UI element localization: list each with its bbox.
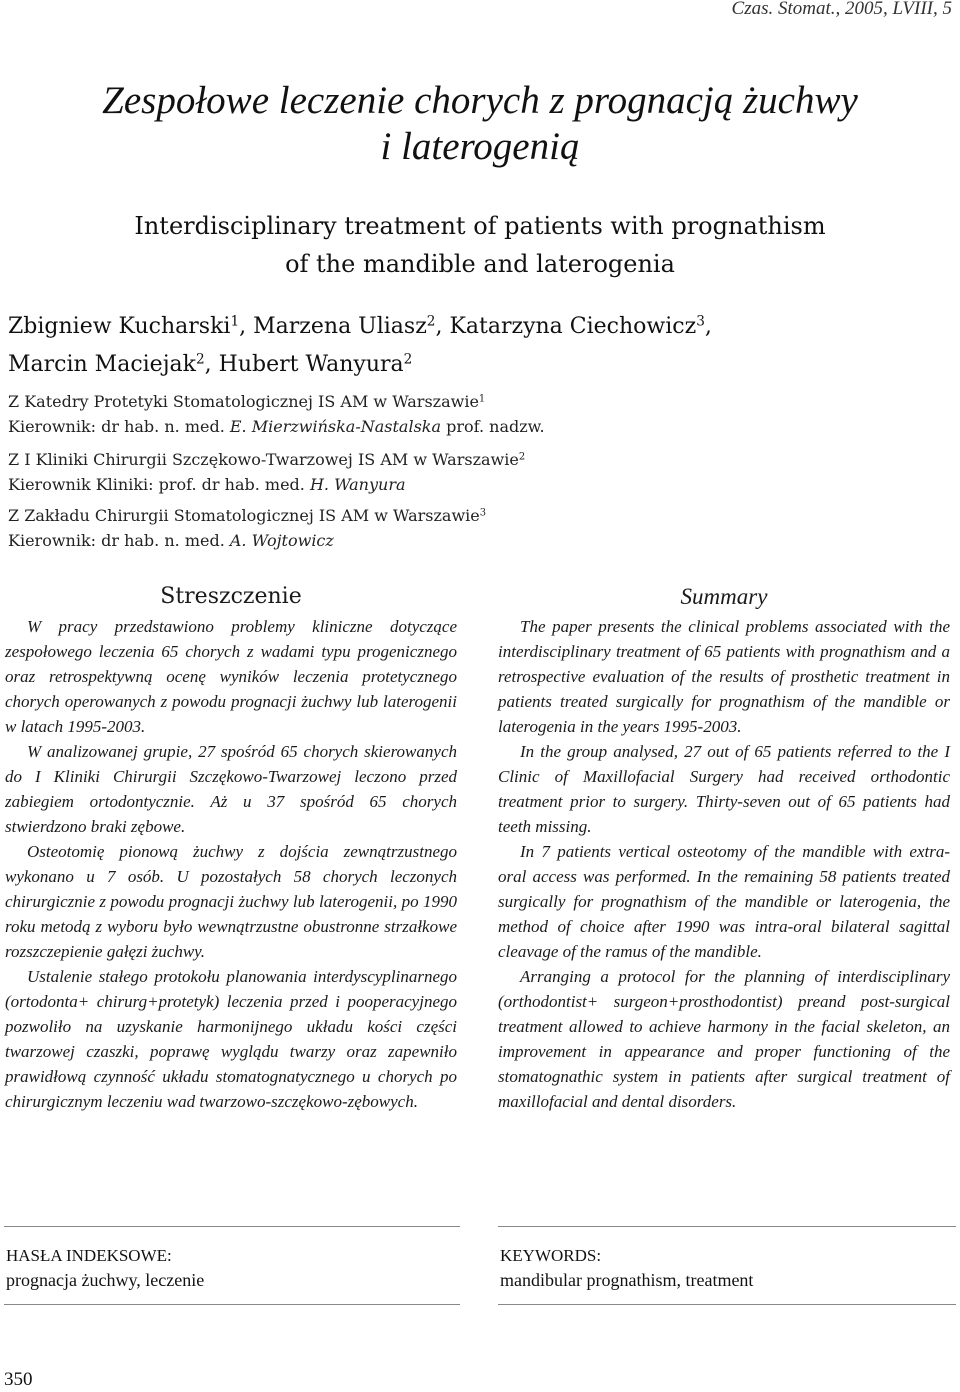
author-affiliation-mark: 2 (403, 351, 413, 368)
author-separator: , (435, 314, 450, 339)
keywords-english (500, 1244, 950, 1292)
author-affiliation-mark: 2 (426, 313, 436, 330)
abstract-english-heading: Summary (680, 584, 768, 609)
affiliation-mark: 1 (478, 393, 486, 405)
author-name: Hubert Wanyura (218, 352, 404, 377)
keywords-label: KEYWORDS: (500, 1246, 602, 1265)
title-english (0, 207, 960, 283)
affiliation-unit: Z I Kliniki Chirurgii Szczękowo-Twarzowej IS AM w Warszawie (8, 450, 519, 469)
author-line (8, 308, 958, 346)
affiliation-head-prefix: Kierownik Kliniki: prof. dr hab. med. (8, 475, 310, 494)
abstract-paragraph: W analizowanej grupie, 27 spośród 65 chorych skierowanych do I Kliniki Chirurgii Szczękowo-Twarzowej leczono przed zabiegiem ortodontycznie. Aż u 37 spośród 65 chorych stwierdzono braki zębowe. (5, 742, 457, 836)
affiliation-mark: 3 (479, 507, 487, 519)
affiliation-head-prefix: Kierownik: dr hab. n. med. (8, 417, 230, 436)
keywords-divider (4, 1304, 460, 1305)
abstract-paragraph: W pracy przedstawiono problemy kliniczne dotyczące zespołowego leczenia 65 chorych z wadami typu progenicznego oraz retrospektywną ocenę wyników leczenia protetycznego chorych operowanych z powodu prognacji żuchwy lub laterogenii w latach 1995-2003. (5, 617, 457, 736)
author-affiliation-mark: 2 (195, 351, 205, 368)
title-english-line: of the mandible and laterogenia (285, 250, 675, 278)
author-name: Katarzyna Ciechowicz (449, 314, 697, 339)
journal-reference: Czas. Stomat., 2005, LVIII, 5 (731, 0, 952, 19)
author-separator: , (239, 314, 254, 339)
keywords-text: prognacja żuchwy, leczenie (6, 1270, 205, 1290)
affiliation-unit: Z Katedry Protetyki Stomatologicznej IS AM w Warszawie (8, 392, 479, 411)
title-polish (0, 78, 960, 170)
affiliation-head-prefix: Kierownik: dr hab. n. med. (8, 531, 230, 550)
affiliation-block (8, 447, 958, 497)
author-separator: , (204, 352, 219, 377)
affiliation-mark: 2 (518, 451, 526, 463)
abstract-paragraph: Ustalenie stałego protokołu planowania interdyscyplinarnego (ortodonta+ chirurg+protetyk) leczenia przed i pooperacyjnego pozwoliło na uzyskanie harmonijnego układu kości części twarzowej czaszki, poprawę wyglądu twarzy oraz zapewniło prawidłową czynność układu stomatognatycznego u chorych po chirurgicznym leczeniu wad twarzowo-szczękowo-zębowych. (5, 967, 457, 1111)
author-list (8, 308, 958, 384)
abstract-polish (5, 582, 457, 1114)
affiliation-block (8, 389, 958, 439)
abstract-english (498, 582, 950, 1114)
affiliation-head-suffix: prof. nadzw. (441, 417, 545, 436)
abstract-paragraph: In 7 patients vertical osteotomy of the mandible with extra-oral access was performed. In the remaining 58 patients treated surgically for prognathism of the mandible or laterogenia, the method of choice after 1990 was intra-oral bilateral sagittal cleavage of the ramus of the mandible. (498, 842, 950, 961)
keywords-divider (498, 1226, 956, 1227)
author-name: Marcin Maciejak (8, 352, 196, 377)
author-affiliation-mark: 3 (696, 313, 705, 330)
author-name: Zbigniew Kucharski (8, 314, 231, 339)
title-english-line: Interdisciplinary treatment of patients with prognathism (134, 212, 826, 240)
abstract-paragraph: In the group analysed, 27 out of 65 patients referred to the I Clinic of Maxillofacial Surgery had received orthodontic treatment prior to surgery. Thirty-seven out of 65 patients had teeth missing. (498, 742, 950, 836)
author-name: Marzena Uliasz (253, 314, 427, 339)
title-polish-line: i laterogenią (380, 125, 580, 168)
keywords-divider (498, 1304, 956, 1305)
affiliation-unit: Z Zakładu Chirurgii Stomatologicznej IS AM w Warszawie (8, 506, 480, 525)
affiliation-head-name: H. Wanyura (309, 475, 406, 494)
keywords-polish (6, 1244, 456, 1292)
abstract-paragraph: Arranging a protocol for the planning of interdisciplinary (orthodontist+ surgeon+prosthodontist) preand post-surgical treatment allowed to achieve harmony in the facial skeleton, an improvement in appearance and proper functioning of the stomatognathic system in patients after surgical treatment of maxillofacial and dental disorders. (498, 967, 950, 1111)
author-line (8, 346, 958, 384)
keywords-label: HASŁA INDEKSOWE: (6, 1246, 172, 1265)
author-separator: , (704, 314, 712, 339)
keywords-text: mandibular prognathism, treatment (500, 1270, 754, 1290)
author-affiliation-mark: 1 (230, 313, 240, 330)
keywords-divider (4, 1226, 460, 1227)
abstract-paragraph: The paper presents the clinical problems associated with the interdisciplinary treatment of 65 patients with prognathism and a retrospective evaluation of the results of prosthetic treatment in patients treated surgically for prognathism of the mandible or laterogenia in the years 1995-2003. (498, 617, 950, 736)
title-polish-line: Zespołowe leczenie chorych z prognacją żuchwy (102, 79, 858, 122)
affiliation-head-name: E. Mierzwińska-Nastalska (229, 417, 442, 436)
affiliation-block (8, 503, 958, 553)
abstract-polish-heading: Streszczenie (160, 584, 302, 609)
affiliation-head-name: A. Wojtowicz (229, 531, 334, 550)
abstract-paragraph: Osteotomię pionową żuchwy z dojścia zewnątrzustnego wykonano u 7 osób. U pozostałych 58 chorych leczonych chirurgicznie z powodu prognacji żuchwy lub laterogenii, po 1990 roku metodą z wyboru było wewnątrzustne obustronne strzałkowe rozszczepienie gałęzi żuchwy. (5, 842, 457, 961)
page-number: 350 (4, 1369, 33, 1390)
